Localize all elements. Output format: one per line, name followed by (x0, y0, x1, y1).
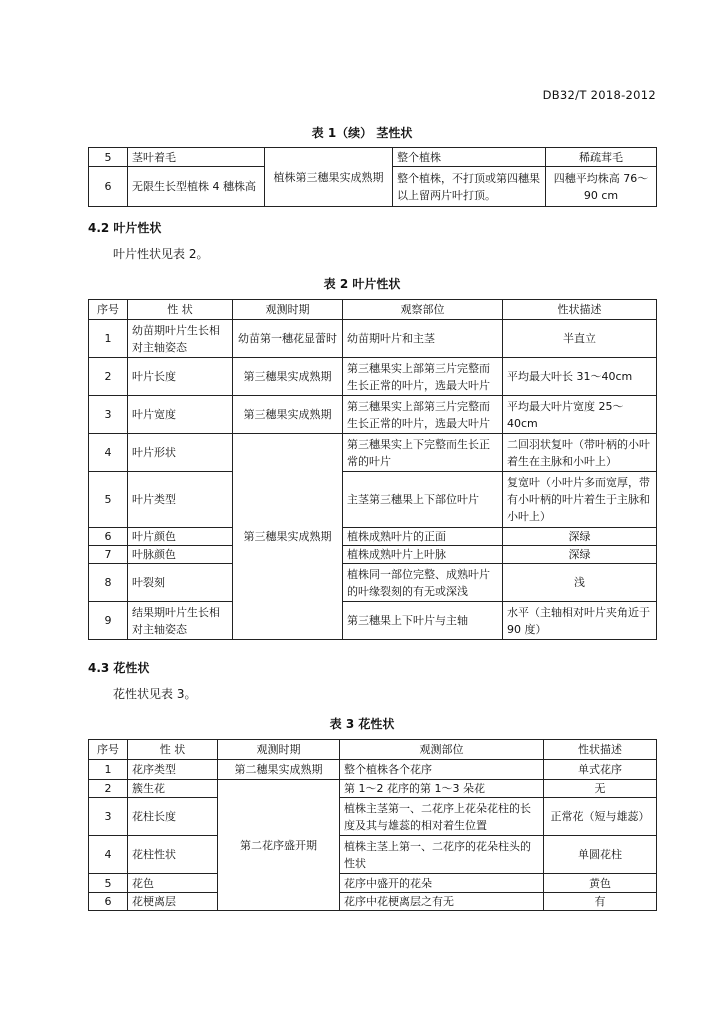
cell-trait: 茎叶着毛 (128, 148, 265, 167)
cell-period: 第三穗果实成熟期 (233, 358, 343, 396)
cell-no: 6 (89, 893, 128, 911)
cell-part: 整个植株各个花序 (340, 760, 544, 780)
table3 (88, 739, 657, 911)
table1 (88, 147, 657, 207)
table-row (89, 893, 657, 911)
header-desc: 性状描述 (544, 740, 657, 760)
cell-desc: 单式花序 (544, 760, 657, 780)
cell-no: 2 (89, 358, 128, 396)
table-row (89, 602, 657, 640)
standard-code: DB32/T 2018-2012 (542, 88, 656, 102)
table-row (89, 396, 657, 434)
cell-no: 3 (89, 798, 128, 836)
cell-desc: 半直立 (503, 320, 657, 358)
cell-period: 植株第三穗果实成熟期 (265, 148, 393, 207)
cell-part: 整个植株，不打顶或第四穗果以上留两片叶打顶。 (393, 167, 546, 207)
header-part: 观测部位 (340, 740, 544, 760)
cell-desc: 深绿 (503, 546, 657, 564)
cell-desc: 正常花（短与雄蕊） (544, 798, 657, 836)
cell-part: 植株成熟叶片上叶脉 (343, 546, 503, 564)
cell-trait: 叶片形状 (128, 434, 233, 472)
cell-trait: 花序类型 (128, 760, 218, 780)
cell-desc: 水平（主轴相对叶片夹角近于 90 度） (503, 602, 657, 640)
header-period: 观测时期 (218, 740, 340, 760)
cell-desc: 复宽叶（小叶片多而宽厚，带有小叶柄的叶片着生于主脉和小叶上） (503, 472, 657, 528)
cell-desc: 二回羽状复叶（带叶柄的小叶着生在主脉和小叶上） (503, 434, 657, 472)
cell-no: 1 (89, 320, 128, 358)
cell-trait: 无限生长型植株 4 穗株高 (128, 167, 265, 207)
cell-trait: 叶片颜色 (128, 528, 233, 546)
section-intro-4-2: 叶片性状见表 2。 (113, 247, 209, 261)
cell-desc: 稀疏茸毛 (546, 148, 657, 167)
cell-period: 第二穗果实成熟期 (218, 760, 340, 780)
cell-desc: 平均最大叶长 31～40cm (503, 358, 657, 396)
cell-part: 幼苗期叶片和主茎 (343, 320, 503, 358)
cell-desc: 浅 (503, 564, 657, 602)
cell-desc: 深绿 (503, 528, 657, 546)
table-row (89, 320, 657, 358)
cell-no: 5 (89, 874, 128, 893)
table2-caption: 表 2 叶片性状 (323, 277, 401, 291)
table-row (89, 760, 657, 780)
cell-no: 4 (89, 434, 128, 472)
cell-desc: 平均最大叶片宽度 25～40cm (503, 396, 657, 434)
cell-no: 5 (89, 148, 128, 167)
table1-caption: 表 1（续） 茎性状 (311, 126, 413, 140)
table-row (89, 546, 657, 564)
cell-period: 第三穗果实成熟期 (233, 434, 343, 640)
table-row (89, 874, 657, 893)
cell-trait: 花柱长度 (128, 798, 218, 836)
table-row (89, 358, 657, 396)
header-trait: 性 状 (128, 740, 218, 760)
cell-trait: 花柱性状 (128, 836, 218, 874)
table-row (89, 434, 657, 472)
cell-desc: 单圆花柱 (544, 836, 657, 874)
cell-period: 幼苗第一穗花显蕾时 (233, 320, 343, 358)
cell-trait: 叶片宽度 (128, 396, 233, 434)
cell-period: 第三穗果实成熟期 (233, 396, 343, 434)
header-no: 序号 (89, 740, 128, 760)
section-intro-4-3: 花性状见表 3。 (113, 687, 197, 701)
table-row (89, 798, 657, 836)
table3-caption: 表 3 花性状 (329, 717, 395, 731)
cell-no: 7 (89, 546, 128, 564)
cell-part: 整个植株 (393, 148, 546, 167)
cell-trait: 叶裂刻 (128, 564, 233, 602)
cell-part: 第三穗果实上下完整而生长正常的叶片 (343, 434, 503, 472)
cell-part: 第三穗果上下叶片与主轴 (343, 602, 503, 640)
table-row (89, 528, 657, 546)
cell-no: 4 (89, 836, 128, 874)
cell-no: 5 (89, 472, 128, 528)
cell-part: 主茎第三穗果上下部位叶片 (343, 472, 503, 528)
cell-trait: 叶片类型 (128, 472, 233, 528)
cell-no: 8 (89, 564, 128, 602)
cell-no: 3 (89, 396, 128, 434)
cell-desc: 黄色 (544, 874, 657, 893)
cell-part: 花序中盛开的花朵 (340, 874, 544, 893)
table-header-row (89, 300, 657, 320)
cell-no: 2 (89, 780, 128, 798)
cell-trait: 簇生花 (128, 780, 218, 798)
header-desc: 性状描述 (503, 300, 657, 320)
section-heading-4-3: 4.3 花性状 (88, 661, 150, 675)
cell-part: 第三穗果实上部第三片完整而生长正常的叶片，选最大叶片 (343, 358, 503, 396)
cell-no: 9 (89, 602, 128, 640)
cell-part: 第 1～2 花序的第 1～3 朵花 (340, 780, 544, 798)
header-no: 序号 (89, 300, 128, 320)
header-part: 观察部位 (343, 300, 503, 320)
section-heading-4-2: 4.2 叶片性状 (88, 221, 162, 235)
cell-part: 植株同一部位完整、成熟叶片的叶缘裂刻的有无或深浅 (343, 564, 503, 602)
cell-part: 第三穗果实上部第三片完整而生长正常的叶片，选最大叶片 (343, 396, 503, 434)
cell-trait: 花梗离层 (128, 893, 218, 911)
cell-trait: 叶脉颜色 (128, 546, 233, 564)
cell-part: 花序中花梗离层之有无 (340, 893, 544, 911)
header-period: 观测时期 (233, 300, 343, 320)
cell-desc: 四穗平均株高 76～90 cm (546, 167, 657, 207)
cell-part: 植株主茎上第一、二花序的花朵柱头的性状 (340, 836, 544, 874)
table-row (89, 472, 657, 528)
table-row (89, 564, 657, 602)
cell-trait: 结果期叶片生长相对主轴姿态 (128, 602, 233, 640)
cell-trait: 幼苗期叶片生长相对主轴姿态 (128, 320, 233, 358)
table2 (88, 299, 657, 640)
cell-desc: 无 (544, 780, 657, 798)
cell-no: 1 (89, 760, 128, 780)
table-row (89, 148, 657, 167)
table-header-row (89, 740, 657, 760)
cell-trait: 叶片长度 (128, 358, 233, 396)
cell-no: 6 (89, 167, 128, 207)
table-row (89, 780, 657, 798)
cell-desc: 有 (544, 893, 657, 911)
table-row (89, 836, 657, 874)
header-trait: 性 状 (128, 300, 233, 320)
cell-no: 6 (89, 528, 128, 546)
cell-part: 植株成熟叶片的正面 (343, 528, 503, 546)
cell-period: 第二花序盛开期 (218, 780, 340, 911)
cell-part: 植株主茎第一、二花序上花朵花柱的长度及其与雄蕊的相对着生位置 (340, 798, 544, 836)
cell-trait: 花色 (128, 874, 218, 893)
